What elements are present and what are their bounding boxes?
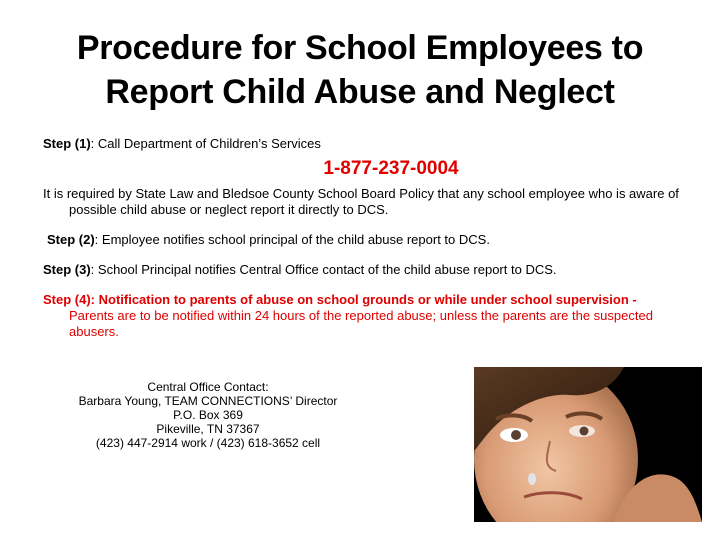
title-line-1: Procedure for School Employees to xyxy=(76,29,644,67)
contact-phones: (423) 447-2914 work / (423) 618-3652 cell xyxy=(95,436,321,450)
procedure-body xyxy=(43,136,683,340)
central-office-contact xyxy=(60,380,356,450)
step-1-text: : Call Department of Children’s Services xyxy=(90,136,321,151)
page-title xyxy=(40,26,680,114)
crying-child-image xyxy=(474,367,702,522)
contact-city: Pikeville, TN 37367 xyxy=(156,422,260,436)
step-4 xyxy=(43,292,683,340)
step-3 xyxy=(43,262,683,278)
step-2-text: : Employee notifies school principal of the child abuse report to DCS. xyxy=(94,232,490,247)
step-3-label: Step (3) xyxy=(43,262,91,277)
crying-child-photo xyxy=(474,367,702,522)
title-line-2: Report Child Abuse and Neglect xyxy=(105,73,615,111)
step-2 xyxy=(43,232,683,248)
contact-name: Barbara Young, TEAM CONNECTIONS’ Director xyxy=(78,394,338,408)
step-1-label: Step (1) xyxy=(43,136,91,151)
step-3-text: : School Principal notifies Central Office contact of the child abuse report to DCS. xyxy=(90,262,557,277)
step-1 xyxy=(43,136,683,152)
contact-heading: Central Office Contact: xyxy=(147,380,269,394)
step-4-text: Parents are to be notified within 24 hours of the reported abuse; unless the parents are the suspected abusers. xyxy=(69,308,653,339)
step-4-label: Step (4): Notification to parents of abuse on school grounds or while under school supervision - xyxy=(43,292,637,307)
contact-po-box: P.O. Box 369 xyxy=(173,408,243,422)
dcs-phone-number: 1-877-237-0004 xyxy=(323,158,459,179)
step-2-label: Step (2) xyxy=(47,232,95,247)
requirement-text: It is required by State Law and Bledsoe County School Board Policy that any school employee who is aware of possible child abuse or neglect report it directly to DCS. xyxy=(43,186,679,217)
